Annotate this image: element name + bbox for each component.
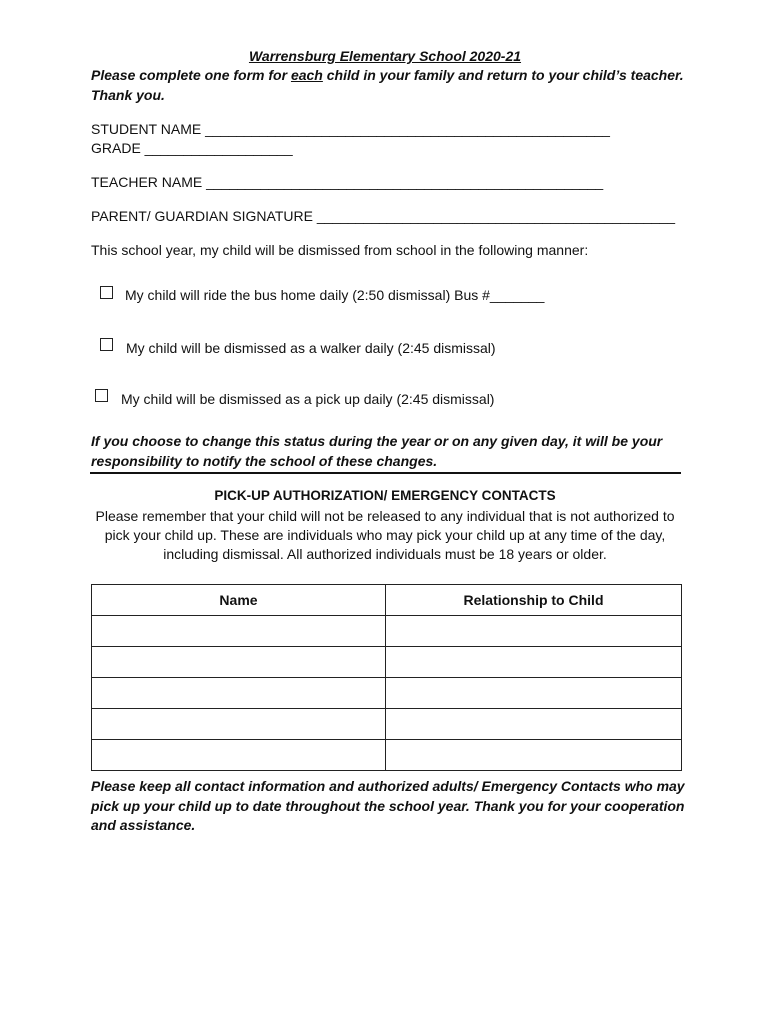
footer-note-line3: and assistance. xyxy=(91,817,196,833)
dismissal-intro: This school year, my child will be dismissed from school in the following manner: xyxy=(91,242,589,258)
status-change-note-line2: responsibility to notify the school of these changes. xyxy=(91,453,438,469)
relationship-column-header: Relationship to Child xyxy=(386,585,682,616)
grade-field[interactable]: GRADE ___________________ xyxy=(91,140,293,156)
pickup-text-line1: Please remember that your child will not be released to any individual that is not authorized to xyxy=(95,508,675,524)
contact-relationship-cell[interactable] xyxy=(386,740,682,771)
student-name-field[interactable]: STUDENT NAME ____________________________________________________ xyxy=(91,121,610,137)
name-column-header: Name xyxy=(92,585,386,616)
bus-option-label: My child will ride the bus home daily (2:50 dismissal) Bus #_______ xyxy=(125,287,545,303)
table-row xyxy=(92,678,682,709)
footer-note-line1: Please keep all contact information and authorized adults/ Emergency Contacts who may xyxy=(91,778,685,794)
contacts-table xyxy=(91,584,682,771)
bus-checkbox[interactable] xyxy=(100,286,113,299)
pickup-checkbox[interactable] xyxy=(95,389,108,402)
page-title xyxy=(0,48,770,64)
pickup-text-line2: pick your child up. These are individuals who may pick your child up at any time of the day, xyxy=(104,527,666,543)
contact-relationship-cell[interactable] xyxy=(386,647,682,678)
contact-relationship-cell[interactable] xyxy=(386,709,682,740)
contact-name-cell[interactable] xyxy=(92,647,386,678)
table-row xyxy=(92,616,682,647)
pickup-option-label: My child will be dismissed as a pick up daily (2:45 dismissal) xyxy=(121,391,495,407)
table-header-row xyxy=(92,585,682,616)
walker-option-label: My child will be dismissed as a walker daily (2:45 dismissal) xyxy=(126,340,496,356)
school-title: Warrensburg Elementary School 2020-21 xyxy=(248,48,522,64)
parent-signature-field[interactable]: PARENT/ GUARDIAN SIGNATURE ______________________________________________ xyxy=(91,208,676,224)
section-divider xyxy=(90,472,681,474)
teacher-name-field[interactable]: TEACHER NAME ___________________________________________________ xyxy=(91,174,604,190)
contact-name-cell[interactable] xyxy=(92,740,386,771)
contact-name-cell[interactable] xyxy=(92,616,386,647)
thank-you-text: Thank you. xyxy=(91,87,165,103)
table-row xyxy=(92,709,682,740)
form-instruction xyxy=(91,67,684,83)
contact-relationship-cell[interactable] xyxy=(386,678,682,709)
table-row xyxy=(92,647,682,678)
status-change-note-line1: If you choose to change this status during the year or on any given day, it will be your xyxy=(91,433,663,449)
pickup-text-line3: including dismissal. All authorized individuals must be 18 years or older. xyxy=(163,546,607,562)
instruction-each: each xyxy=(290,67,323,83)
pickup-heading: PICK-UP AUTHORIZATION/ EMERGENCY CONTACTS xyxy=(214,488,556,503)
table-row xyxy=(92,740,682,771)
contact-relationship-cell[interactable] xyxy=(386,616,682,647)
footer-note-line2: pick up your child up to date throughout the school year. Thank you for your cooperation xyxy=(91,798,685,814)
contact-name-cell[interactable] xyxy=(92,678,386,709)
instruction-prefix: Please complete one form for xyxy=(91,67,291,83)
contact-name-cell[interactable] xyxy=(92,709,386,740)
instruction-suffix: child in your family and return to your child’s teacher. xyxy=(322,67,684,83)
walker-checkbox[interactable] xyxy=(100,338,113,351)
